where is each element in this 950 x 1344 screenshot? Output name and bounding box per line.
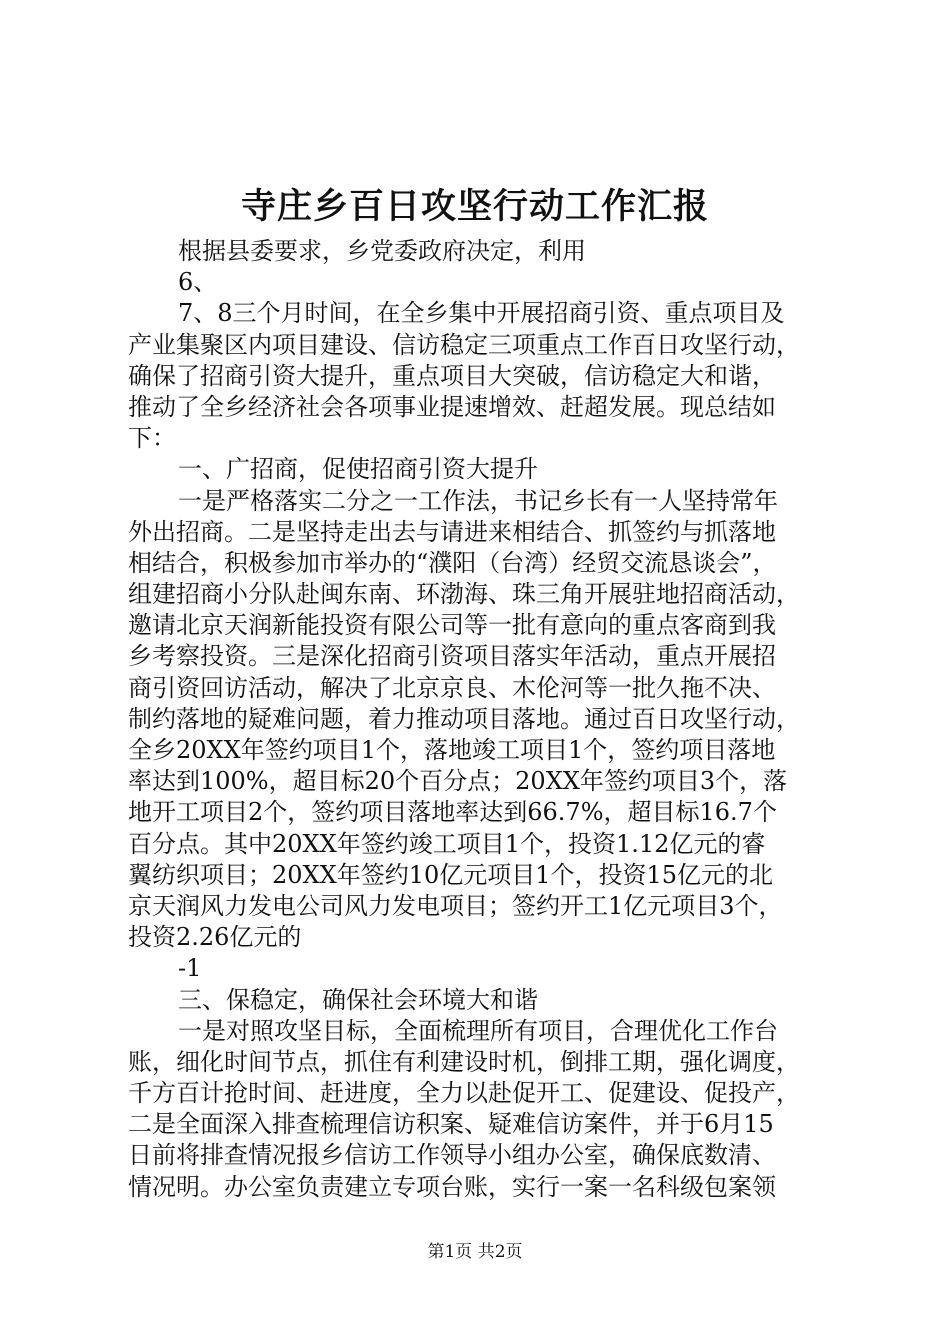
paragraph-line: 全乡20XX年签约项目1个，落地竣工项目1个，签约项目落地 (128, 736, 776, 764)
paragraph-line: 乡考察投资。三是深化招商引资项目落实年活动，重点开展招 (128, 642, 776, 671)
paragraph-line: 日前将排查情况报乡信访工作领导小组办公室，确保底数清、 (128, 1141, 776, 1170)
paragraph-line: 一是对照攻坚目标，全面梳理所有项目，合理优化工作台 (178, 1016, 778, 1045)
paragraph-line: 推动了全乡经济社会各项事业提速增效、赶超发展。现总结如 (128, 392, 776, 421)
paragraph-line: 千方百计抢时间、赶进度，全力以赴促开工、促建设、促投产， (128, 1079, 800, 1108)
page-footer: 第1页 共2页 (427, 1242, 523, 1262)
paragraph-line: 6、 (178, 268, 218, 297)
paragraph-line: 相结合，积极参加市举办的“濮阳（台湾）经贸交流恳谈会”， (128, 548, 777, 577)
paragraph-line: 一是严格落实二分之一工作法，书记乡长有一人坚持常年 (178, 486, 778, 515)
paragraph-line: 邀请北京天润新能投资有限公司等一批有意向的重点客商到我 (128, 611, 776, 640)
paragraph-line: 组建招商小分队赴闽东南、环渤海、珠三角开展驻地招商活动， (128, 580, 800, 609)
paragraph-line: 百分点。其中20XX年签约竣工项目1个，投资1.12亿元的睿 (128, 829, 766, 858)
paragraph-line: 账，细化时间节点，抓住有利建设时机，倒排工期，强化调度， (128, 1047, 800, 1076)
paragraph-line: 根据县委要求，乡党委政府决定，利用 (178, 237, 586, 265)
section-heading: 三、保稳定，确保社会环境大和谐 (178, 985, 538, 1014)
paragraph-line: 情况明。办公室负责建立专项台账，实行一案一名科级包案领 (128, 1172, 776, 1201)
paragraph-line: 二是全面深入排查梳理信访积案、疑难信访案件，并于6月15 (128, 1110, 774, 1139)
paragraph-line: 确保了招商引资大提升，重点项目大突破，信访稳定大和谐， (128, 361, 776, 390)
section-heading: 一、广招商，促使招商引资大提升 (178, 455, 538, 484)
paragraph-line: 商引资回访活动，解决了北京京良、木伦河等一批久拖不决、 (128, 673, 776, 702)
paragraph-line: 下： (128, 424, 176, 453)
paragraph-line: 翼纺织项目；20XX年签约10亿元项目1个，投资15亿元的北 (128, 860, 774, 889)
document-title: 寺庄乡百日攻坚行动工作汇报 (240, 186, 709, 227)
paragraph-line: 投资2.26亿元的 (128, 923, 302, 952)
paragraph-line: 制约落地的疑难问题，着力推动项目落地。通过百日攻坚行动， (128, 704, 800, 733)
paragraph-line: 京天润风力发电公司风力发电项目；签约开工1亿元项目3个， (128, 891, 783, 920)
paragraph-line: 外出招商。二是坚持走出去与请进来相结合、抓签约与抓落地 (128, 517, 776, 546)
inline-page-marker: -1 (178, 954, 202, 983)
paragraph-line: 地开工项目2个，签约项目落地率达到66.7%，超目标16.7个 (128, 798, 777, 827)
paragraph-line: 7、8三个月时间，在全乡集中开展招商引资、重点项目及 (178, 299, 785, 328)
paragraph-line: 产业集聚区内项目建设、信访稳定三项重点工作百日攻坚行动， (128, 330, 800, 359)
document-body (128, 236, 838, 1203)
paragraph-line: 率达到100%，超目标20个百分点；20XX年签约项目3个，落 (128, 767, 788, 796)
